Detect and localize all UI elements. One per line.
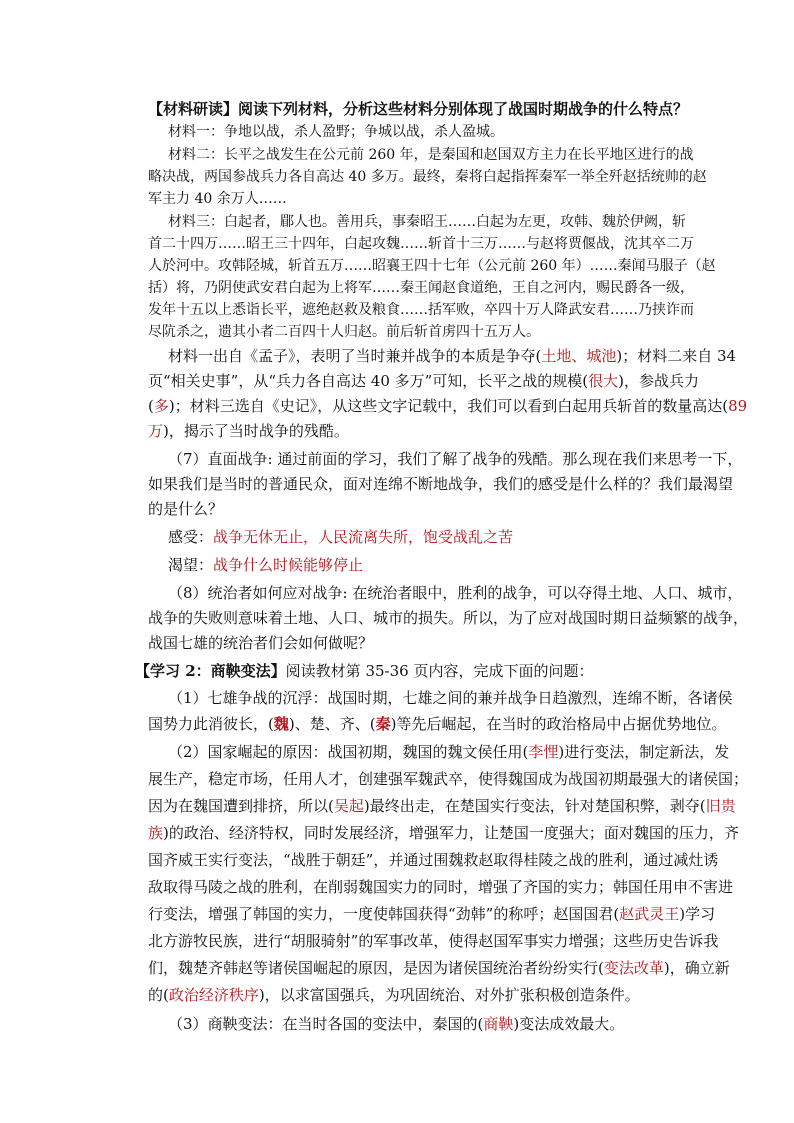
part-two-line: 敌取得马陵之战的胜利，在削弱魏国实力的同时，增强了齐国的实力；韩国任用申不害进 <box>148 878 734 896</box>
answer-order: 政治经济秩序 <box>168 986 259 1004</box>
part-one-line: （1）七雄争战的沉浮：战国时期，七雄之间的兼并战争日趋激烈，连绵不断，各诸侯 <box>168 689 733 707</box>
analysis-line: (多)；材料三选自《史记》，从这些文字记载中，我们可以看到白起用兵斩首的数量高达(89 <box>148 397 748 415</box>
answer-land-cities: 土地、城池 <box>541 347 617 365</box>
learning-two-heading: 【学习 2：商鞅变法】阅读教材第 35-36 页内容，完成下面的问题： <box>135 662 594 680</box>
question-eight-line: 战国七雄的统治者们会如何做呢？ <box>148 634 374 652</box>
answer-shang-yang: 商鞅 <box>483 1015 514 1033</box>
hope-label: 渴望： <box>168 556 214 574</box>
part-two-line: 族)的政治、经济特权，同时发展经济，增强军力，让楚国一度强大；面对魏国的压力，齐 <box>148 824 739 842</box>
material-three-line: 括）将，乃阴使武安君白起为上将军……秦王闻赵食道绝，王自之河内，赐民爵各一级， <box>148 280 694 296</box>
answer-wei: 魏 <box>273 715 289 733</box>
part-two-line: 北方游牧民族，进行“胡服骑射”的军事改革，使得赵国军事实力增强；这些历史告诉我 <box>148 932 719 950</box>
part-two-line: 展生产，稳定市场，任用人才，创建强军魏武卒，使得魏国成为战国初期最强大的诸侯国； <box>148 770 749 788</box>
question-eight-line: 战争的失败则意味着土地、人口、城市的损失。所以，为了应对战国时期日益频繁的战争， <box>148 609 749 627</box>
answer-wu-qi: 吴起 <box>333 797 364 815</box>
analysis-line: 万)，揭示了当时战争的残酷。 <box>148 422 349 440</box>
answer-troops: 多 <box>153 397 169 415</box>
feeling-answer: 战争无休无止，人民流离失所，饱受战乱之苦 <box>213 528 514 546</box>
feeling-label: 感受： <box>168 528 214 546</box>
analysis-line: 材料一出自《孟子》，表明了当时兼并战争的本质是争夺(土地、城池)；材料二来自 34 <box>168 347 737 365</box>
answer-scale: 很大 <box>588 372 619 390</box>
hope-line <box>168 555 363 575</box>
analysis-line: 页“相关史事”，从“兵力各自高达 40 多万”可知，长平之战的规模(很大)，参战兵力 <box>148 372 700 390</box>
answer-old-nobility: 旧贵 <box>705 797 736 815</box>
answer-reform: 变法改革 <box>603 959 664 977</box>
part-two-line: 行变法，增强了韩国的实力，一度使韩国获得“劲韩”的称呼；赵国国君(赵武灵王)学习 <box>148 905 716 923</box>
part-one-line: 国势力此消彼长，(魏)、楚、齐、(秦)等先后崛起，在当时的政治格局中占据优势地位。 <box>148 715 727 733</box>
part-two-line: 因为在魏国遭到排挤，所以(吴起)最终出走，在楚国实行变法，针对楚国积弊，剥夺(旧贵 <box>148 797 736 815</box>
material-three-line: 材料三：白起者，郿人也。善用兵，事秦昭王……白起为左更，攻韩、魏於伊阙，斩 <box>168 214 686 230</box>
material-one: 材料一：争地以战，杀人盈野；争城以战，杀人盈城。 <box>168 124 504 140</box>
part-three-line: （3）商鞅变法：在当时各国的变法中，秦国的(商鞅)变法成效最大。 <box>168 1015 625 1033</box>
material-three-line: 首二十四万……昭王三十四年，白起攻魏……斩首十三万……与赵将贾偃战，沈其卒二万 <box>148 236 694 252</box>
answer-king-wuling: 赵武灵王 <box>619 905 680 923</box>
material-three-line: 发年十五以上悉诣长平，遮绝赵救及粮食……括军败，卒四十万人降武安君……乃挟诈而 <box>148 302 694 318</box>
material-three-line: 人於河中。攻韩陉城，斩首五万……昭襄王四十七年（公元前 260 年）……秦闻马服子（赵 <box>148 258 716 274</box>
material-study-title: 【材料研读】阅读下列材料，分析这些材料分别体现了战国时期战争的什么特点？ <box>148 100 689 118</box>
material-two-line: 军主力 40 余万人…… <box>148 191 287 207</box>
answer-li-kui: 李悝 <box>528 743 559 761</box>
part-two-line: （2）国家崛起的原因：战国初期，魏国的魏文侯任用(李悝)进行变法，制定新法，发 <box>168 743 730 761</box>
feeling-line <box>168 527 513 547</box>
part-two-line: 们，魏楚齐韩赵等诸侯国崛起的原因，是因为诸侯国统治者纷纷实行(变法改革)，确立新 <box>148 959 730 977</box>
material-two-line: 材料二：长平之战发生在公元前 260 年，是秦国和赵国双方主力在长平地区进行的战 <box>168 147 694 163</box>
answer-number: 89 <box>728 397 748 415</box>
question-seven-line: 的是什么？ <box>148 500 224 518</box>
material-two-line: 略决战，两国参战兵力各自高达 40 多万。最终，秦将白起指挥秦军一举全歼赵括统帅的赵 <box>148 169 707 185</box>
part-two-line: 国齐威王实行变法，“战胜于朝廷”，并通过围魏救赵取得桂陵之战的胜利，通过减灶诱 <box>148 851 719 869</box>
hope-answer: 战争什么时候能够停止 <box>213 556 364 574</box>
learning-two-title: 【学习 2：商鞅变法】 <box>135 662 286 680</box>
part-two-line: 的(政治经济秩序)，以求富国强兵，为巩固统治、对外扩张积极创造条件。 <box>148 986 640 1004</box>
question-seven-line: （7）直面战争: 通过前面的学习，我们了解了战争的残酷。那么现在我们来思考一下， <box>168 450 743 468</box>
answer-qin: 秦 <box>375 715 391 733</box>
material-three-line: 尽阬杀之，遗其小者二百四十人归赵。前后斩首虏四十五万人。 <box>148 324 540 340</box>
question-eight-line: （8）统治者如何应对战争: 在统治者眼中，胜利的战争，可以夺得土地、人口、城市， <box>168 584 743 602</box>
question-seven-line: 如果我们是当时的普通民众，面对连绵不断地战争，我们的感受是什么样的？我们最渴望 <box>148 475 734 493</box>
